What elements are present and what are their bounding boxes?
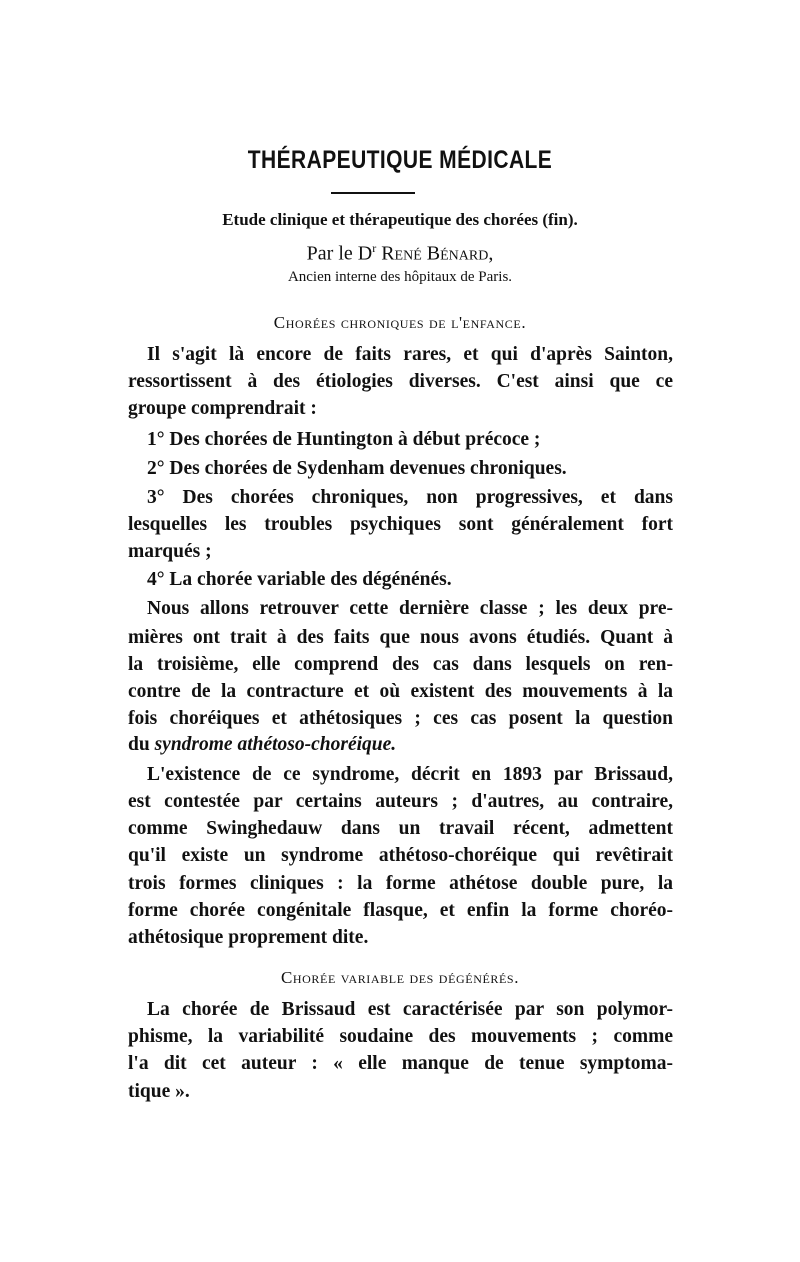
paragraph-line: Il s'agit là encore de faits rares, et qui d'après Sainton, (147, 344, 673, 365)
byline-prefix: Par le D (306, 242, 373, 265)
paragraph-line: athétosique proprement dite. (128, 927, 369, 948)
byline-superscript: r (372, 241, 377, 255)
paragraph-line: groupe comprendrait : (128, 398, 317, 419)
title-rule (331, 192, 415, 194)
list-item-line: marqués ; (128, 541, 212, 562)
paragraph-line: est contestée par certains auteurs ; d'autres, au contraire, (128, 791, 673, 812)
paragraph-line: ressortissent à des étiologies diverses. C'est ainsi que ce (128, 371, 673, 392)
article-subtitle (0, 210, 800, 230)
list-item-line: 1° Des chorées de Huntington à début précoce ; (147, 429, 541, 450)
subtitle-text: Etude clinique et thérapeutique des chorées (fin). (222, 210, 578, 229)
section-heading-variable: Chorée variable des dégénérés. (280, 968, 520, 987)
paragraph-line: mières ont trait à des faits que nous avons étudiés. Quant à (128, 627, 673, 648)
paragraph-line: qu'il existe un syndrome athétoso-choréique qui revêtirait (128, 845, 673, 866)
list-item-line: 4° La chorée variable des dégénénés. (147, 569, 452, 590)
author-name: René Bénard, (381, 242, 494, 265)
paragraph-line: la troisième, elle comprend des cas dans lesquels on ren- (128, 654, 673, 675)
list-item-line: lesquelles les troubles psychiques sont généralement fort (128, 514, 673, 535)
paragraph-line: phisme, la variabilité soudaine des mouvements ; comme (128, 1026, 673, 1047)
paragraph-line: tique ». (128, 1081, 190, 1102)
paragraph-line: forme chorée congénitale flasque, et enfin la forme choréo- (128, 900, 673, 921)
paragraph-line: trois formes cliniques : la forme athétose double pure, la (128, 873, 673, 894)
author-byline (0, 241, 800, 266)
paragraph-line: comme Swinghedauw dans un travail récent, admettent (128, 818, 673, 839)
paragraph-line-start: du (128, 734, 150, 755)
paragraph-line: L'existence de ce syndrome, décrit en 1893 par Brissaud, (147, 764, 673, 785)
paragraph-line: La chorée de Brissaud est caractérisée par son polymor- (147, 999, 673, 1020)
list-item-line: 2° Des chorées de Sydenham devenues chroniques. (147, 458, 567, 479)
paragraph-line (128, 733, 673, 757)
author-affiliation: Ancien interne des hôpitaux de Paris. (287, 269, 513, 285)
paragraph-line: Nous allons retrouver cette dernière classe ; les deux pre- (147, 598, 673, 619)
paragraph-line: fois choréiques et athétosiques ; ces cas posent la question (128, 708, 673, 729)
section-heading-chronic: Chorées chroniques de l'enfance. (273, 313, 527, 332)
list-item-line: 3° Des chorées chroniques, non progressives, et dans (147, 487, 673, 508)
paragraph-line: contre de la contracture et où existent des mouvements à la (128, 681, 673, 702)
paragraph-line: l'a dit cet auteur : « elle manque de tenue symptoma- (128, 1053, 673, 1074)
page-title: THÉRAPEUTIQUE MÉDICALE (247, 146, 553, 174)
italic-term: syndrome athétoso-choréique. (154, 734, 397, 755)
